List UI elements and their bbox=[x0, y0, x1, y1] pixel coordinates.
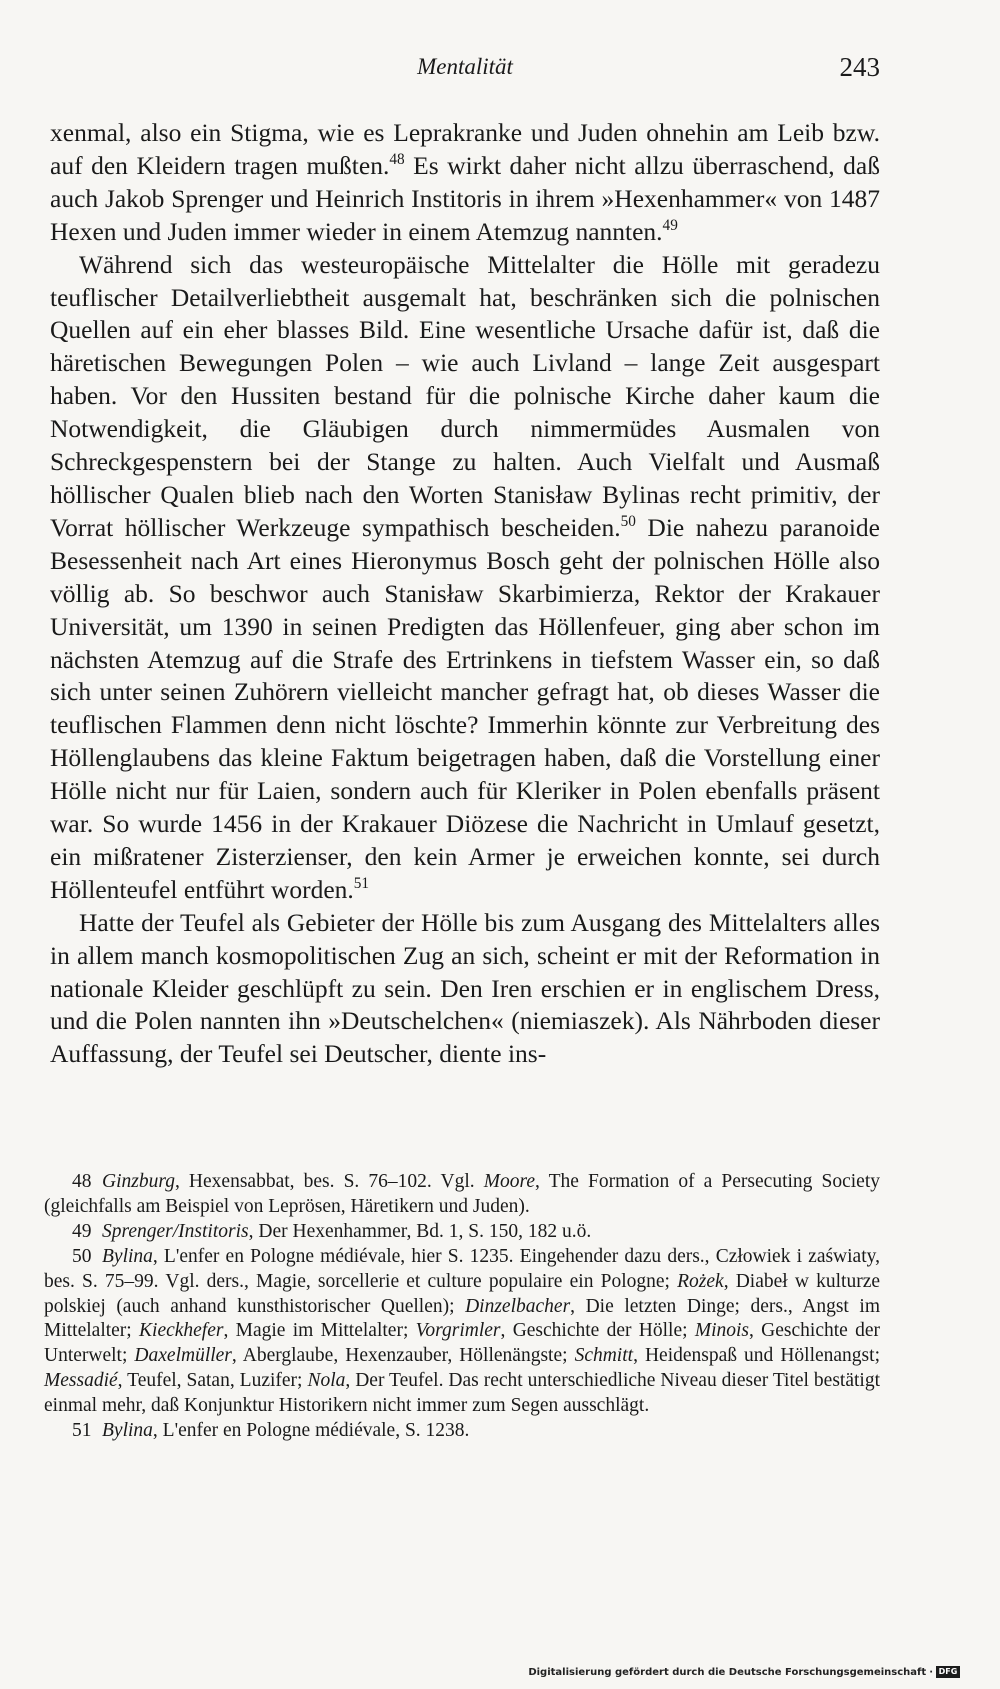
footnote-number: 48 bbox=[72, 1171, 92, 1192]
paragraph-2: Während sich das westeuropäische Mittelalter die Hölle mit geradezu teuflischer Detailverliebtheit ausgemalt hat, beschränken sich die polnischen Quellen auf ein eher blasses Bild. Eine wesentliche Ursache dafür ist, daß die häretischen Bewegungen Polen – wie auch Livland – lange Zeit ausgespart haben. Vor den Hussiten bestand für die polnische Kirche daher kaum die Notwendigkeit, die Gläubigen durch nimmermüdes Ausmalen von Schreckgespenstern bei der Stange zu halten. Auch Vielfalt und Ausmaß höllischer Qualen blieb nach den Worten Stanisław Bylinas recht primitiv, der Vorrat höllischer Werkzeuge sympathisch bescheiden.$^{50}$ Die nahezu paranoide Besessenheit nach Art eines Hieronymus Bosch geht der polnischen Hölle also völlig ab. So beschwor auch Stanisław Skarbimierza, Rektor der Krakauer Universität, um 1390 in seinen Predigten das Höllenfeuer, ging aber schon im nächsten Atemzug auf die Strafe des Ertrinkens in tiefstem Wasser ein, so daß sich unter seinen Zuhörern vielleicht mancher gefragt hat, ob dieses Wasser die teuflischen Flammen denn nicht löschte? Immerhin könnte zur Verbreitung des Höllenglaubens das kleine Faktum beigetragen haben, daß die Vorstellung einer Hölle nicht nur für Laien, sondern auch für Kleriker in Polen ebenfalls präsent war. So wurde 1456 in der Krakauer Diözese die Nachricht in Umlauf gesetzt, ein mißratener Zisterzienser, den kein Armer je erweichen konnte, sei durch Höllenteufel entführt worden.$^{51}$ bbox=[50, 249, 880, 904]
footnote-49: 49 Sprenger/Institoris, Der Hexenhammer, Bd. 1, S. 150, 182 u.ö. bbox=[44, 1220, 880, 1245]
footnote-51: 51 Bylina, L'enfer en Pologne médiévale, S. 1238. bbox=[44, 1419, 880, 1444]
footnote-ref-48[interactable]: 48 bbox=[389, 150, 405, 168]
footnote-number: 51 bbox=[72, 1420, 92, 1442]
footnote-ref-49[interactable]: 49 bbox=[662, 216, 678, 234]
footnote-50: 50 Bylina, L'enfer en Pologne médiévale, hier S. 1235. Eingehender dazu ders., Człowiek i zaświaty, bes. S. 75–99. Vgl. ders., Magie, sorcellerie et culture populaire ein Pologne; Rożek, Diabeł w kulturze polskiej (auch anhand kunsthistorischer Quellen); Dinzelbacher, Die letzten Dinge; ders., Angst im Mittelalter; Kieckhefer, Magie im Mittelalter; Vorgrimler, Geschichte der Hölle; Minois, Geschichte der Unterwelt; Daxelmüller, Aberglaube, Hexenzauber, Höllenängste; Schmitt, Heidenspaß und Höllenangst; Messadié, Teufel, Satan, Luzifer; Nola, Der Teufel. Das recht unterschiedliche Niveau dieser Titel bestätigt einmal mehr, daß Konjunktur Historikern nicht immer zum Segen ausschlägt. bbox=[44, 1245, 881, 1417]
credit-text: Digitalisierung gefördert durch die Deutsche Forschungsgemeinschaft bbox=[528, 1666, 927, 1678]
footnote-number: 49 bbox=[72, 1220, 92, 1242]
footnote-ref-50[interactable]: 50 bbox=[620, 512, 636, 530]
footnote-ref-51[interactable]: 51 bbox=[353, 874, 370, 892]
footnote-number: 50 bbox=[72, 1245, 92, 1267]
paragraph-1: xenmal, also ein Stigma, wie es Leprakranke und Juden ohnehin am Leib bzw. auf den Kleidern tragen mußten.$^{48}$ Es wirkt daher nicht allzu überraschend, daß auch Jakob Sprenger und Heinrich Institoris in ihrem »Hexenhammer« von 1487 Hexen und Juden immer wieder in einem Atemzug nannten.$^{49}$ bbox=[50, 118, 881, 246]
credit-separator: · bbox=[929, 1666, 933, 1678]
running-title: Mentalität bbox=[417, 54, 513, 79]
footnotes bbox=[44, 1170, 880, 1444]
page-number: 243 bbox=[839, 52, 880, 82]
footnote-48: 48 Ginzburg, Hexensabbat, bes. S. 76–102. Vgl. Moore, The Formation of a Persecuting Society (gleichfalls am Beispiel von Leprösen, Häretikern und Juden). bbox=[44, 1171, 880, 1217]
running-head bbox=[50, 52, 880, 86]
paragraph-3: Hatte der Teufel als Gebieter der Hölle bis zum Ausgang des Mittelalters alles in allem manch kosmopolitischen Zug an sich, scheint er mit der Reformation in nationale Kleider geschlüpft zu sein. Den Iren erschien er in englischem Dress, und die Polen nannten ihn »Deutschelchen« (niemiaszek). Als Nährboden dieser Auffassung, der Teufel sei Deutscher, diente ins- bbox=[50, 907, 880, 1069]
digitization-credit bbox=[528, 1666, 960, 1678]
body-text bbox=[50, 117, 880, 1071]
dfg-logo-icon: DFG bbox=[936, 1666, 960, 1678]
